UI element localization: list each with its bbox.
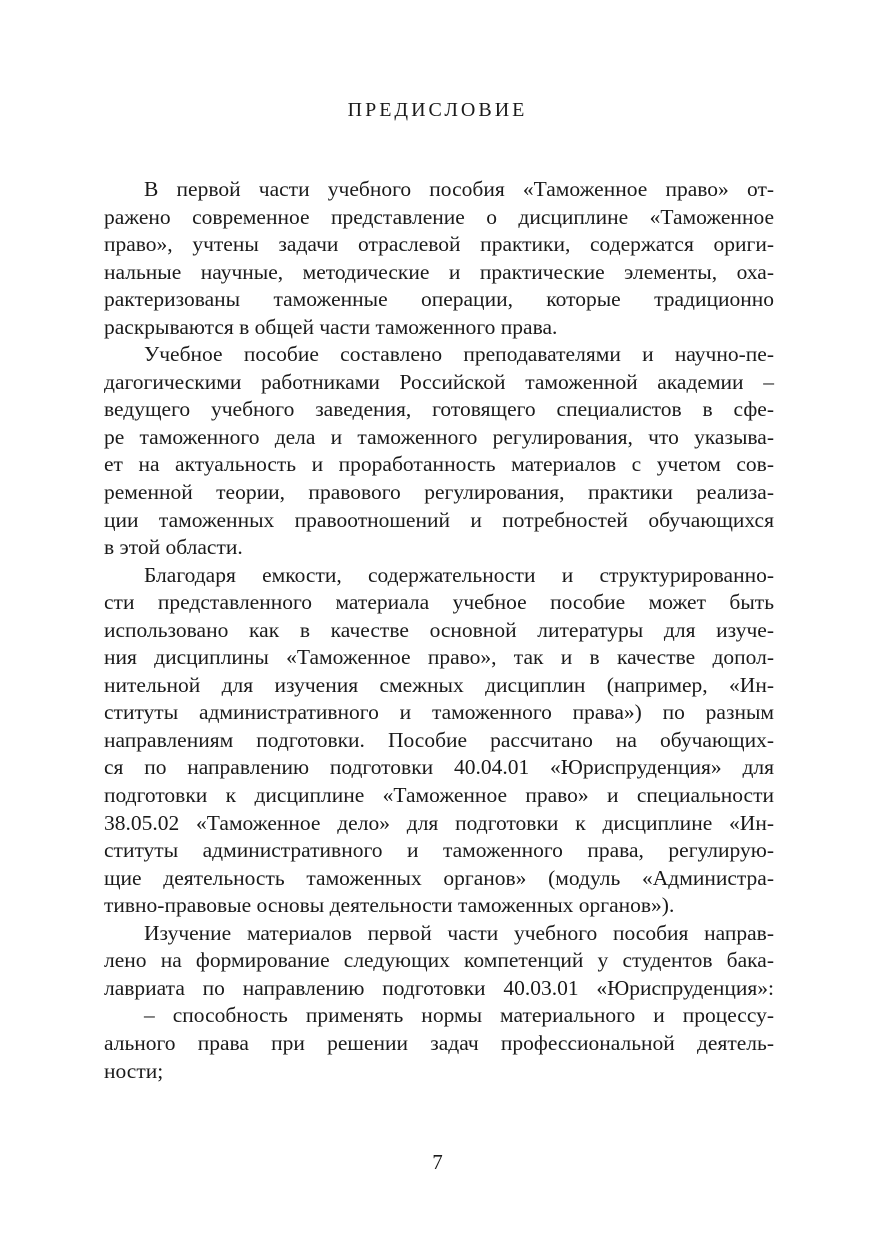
text-line: ституты административного и таможенного права, регулирую- <box>104 838 774 863</box>
text-line: нальные научные, методические и практические элементы, оха- <box>104 259 774 284</box>
text-line: лено на формирование следующих компетенций у студентов бака- <box>104 948 774 973</box>
page-title: ПРЕДИСЛОВИЕ <box>347 99 528 121</box>
text-line: ального права при решении задач профессиональной деятель- <box>104 1030 774 1055</box>
text-line: ния дисциплины «Таможенное право», так и в качестве допол- <box>104 645 774 670</box>
text-line: направлениям подготовки. Пособие рассчитано на обучающих- <box>104 727 774 752</box>
text-line: использовано как в качестве основной литературы для изуче- <box>104 617 774 642</box>
text-line: ституты административного и таможенного права») по разным <box>104 700 774 725</box>
text-line: – способность применять нормы материального и процессу- <box>144 1003 774 1028</box>
text-line: Изучение материалов первой части учебного пособия направ- <box>144 920 774 945</box>
paragraph <box>104 176 774 341</box>
text-line: раскрываются в общей части таможенного права. <box>104 314 558 339</box>
text-line: подготовки к дисциплине «Таможенное право» и специальности <box>104 783 774 808</box>
page-number: 7 <box>432 1150 443 1174</box>
text-line: Благодаря емкости, содержательности и структурированно- <box>144 562 774 587</box>
text-line: в этой области. <box>104 535 243 560</box>
text-line: лавриата по направлению подготовки 40.03.01 «Юриспруденция»: <box>104 975 774 1000</box>
paragraph <box>104 562 774 920</box>
text-line: право», учтены задачи отраслевой практики, содержатся ориги- <box>104 232 774 257</box>
text-line: ции таможенных правоотношений и потребностей обучающихся <box>104 507 774 532</box>
text-line: ся по направлению подготовки 40.04.01 «Юриспруденция» для <box>104 755 774 780</box>
document-body <box>104 176 774 1085</box>
text-line: ременной теории, правового регулирования, практики реализа- <box>104 480 774 505</box>
text-line: сти представленного материала учебное пособие может быть <box>104 590 774 615</box>
text-line: ности; <box>104 1058 164 1083</box>
text-line: 38.05.02 «Таможенное дело» для подготовки к дисциплине «Ин- <box>104 810 774 835</box>
text-line: ет на актуальность и проработанность материалов с учетом сов- <box>104 452 774 477</box>
text-line: В первой части учебного пособия «Таможенное право» от- <box>144 177 774 201</box>
text-line: рактеризованы таможенные операции, которые традиционно <box>104 287 774 312</box>
text-line: ражено современное представление о дисциплине «Таможенное <box>104 204 774 229</box>
text-line: ре таможенного дела и таможенного регулирования, что указыва- <box>104 424 774 449</box>
list-item <box>104 1002 774 1085</box>
text-line: ведущего учебного заведения, готовящего специалистов в сфе- <box>104 397 774 422</box>
paragraph <box>104 341 774 561</box>
text-line: тивно-правовые основы деятельности таможенных органов»). <box>104 893 675 918</box>
text-line: щие деятельность таможенных органов» (модуль «Администра- <box>104 865 774 890</box>
paragraph <box>104 920 774 1003</box>
text-line: нительной для изучения смежных дисциплин (например, «Ин- <box>104 672 774 697</box>
text-line: дагогическими работниками Российской таможенной академии – <box>104 369 774 394</box>
text-line: Учебное пособие составлено преподавателями и научно-пе- <box>144 342 774 367</box>
